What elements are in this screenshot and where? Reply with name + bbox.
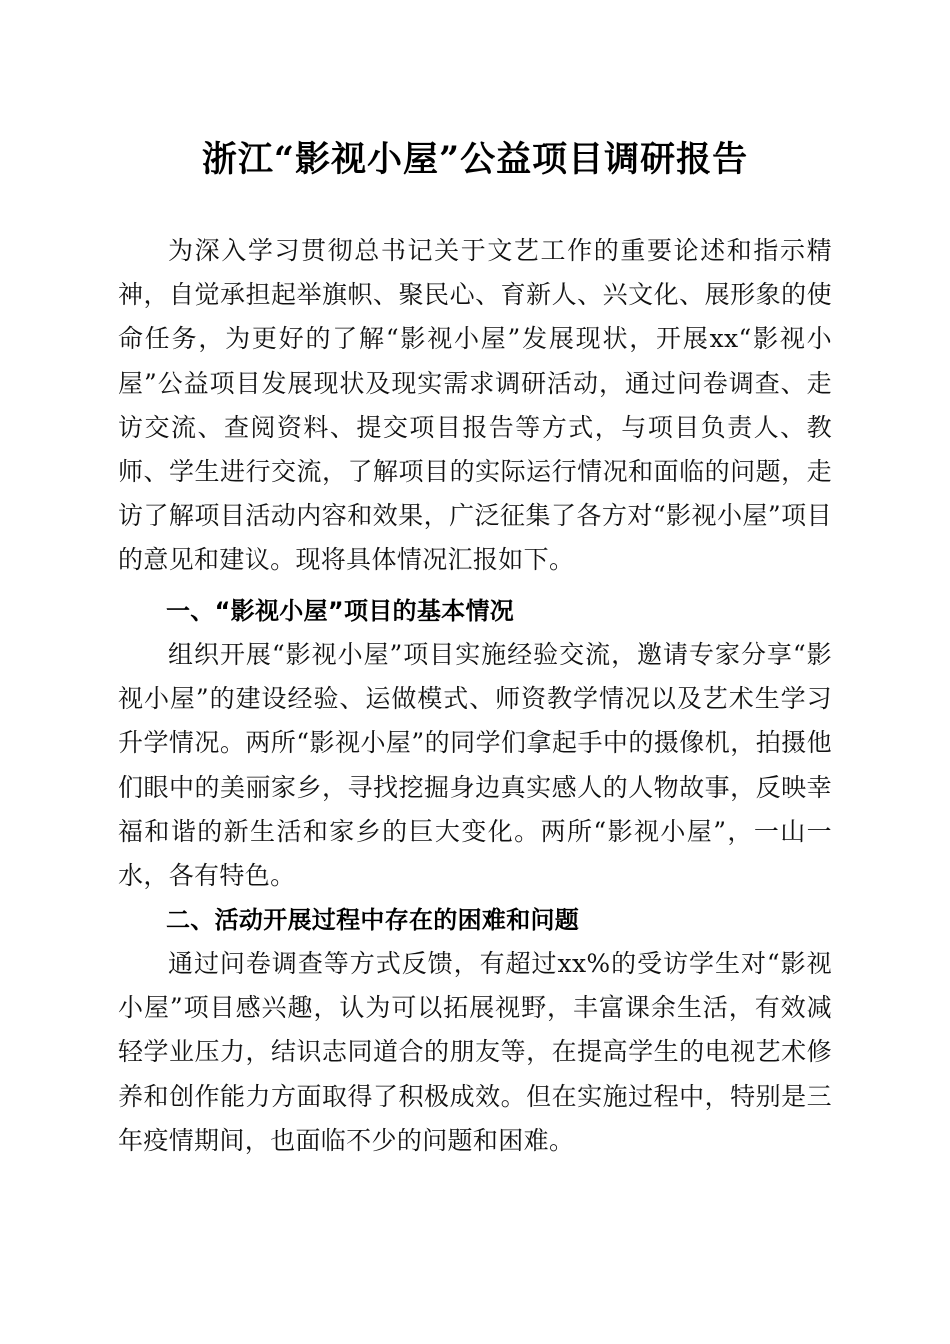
document-title: 浙江“影视小屋”公益项目调研报告 <box>201 139 749 180</box>
intro-paragraph: 为深入学习贯彻总书记关于文艺工作的重要论述和指示精神，自觉承担起举旗帜、聚民心、育新人、兴文化、展形象的使命任务，为更好的了解“影视小屋”发展现状，开展xx“影视小屋”公益项目发展现状及现实需求调研活动，通过问卷调查、走访交流、查阅资料、提交项目报告等方式，与项目负责人、教师、学生进行交流，了解项目的实际运行情况和面临的问题，走访了解项目活动内容和效果，广泛征集了各方对“影视小屋”项目的意见和建议。现将具体情况汇报如下。 <box>118 236 832 575</box>
section-1-paragraph: 组织开展“影视小屋”项目实施经验交流，邀请专家分享“影视小屋”的建设经验、运做模式、师资教学情况以及艺术生学习升学情况。两所“影视小屋”的同学们拿起手中的摄像机，拍摄他们眼中的美丽家乡，寻找挖掘身边真实感人的人物故事，反映幸福和谐的新生活和家乡的巨大变化。两所“影视小屋”，一山一水，各有特色。 <box>118 640 832 891</box>
section-1-heading: 一、“影视小屋”项目的基本情况 <box>166 597 515 625</box>
section-2-paragraph: 通过问卷调查等方式反馈，有超过xx%的受访学生对“影视小屋”项目感兴趣，认为可以拓展视野，丰富课余生活，有效减轻学业压力，结识志同道合的朋友等，在提高学生的电视艺术修养和创作能力方面取得了积极成效。但在实施过程中，特别是三年疫情期间，也面临不少的问题和困难。 <box>118 949 832 1155</box>
section-2-heading: 二、活动开展过程中存在的困难和问题 <box>166 906 580 934</box>
